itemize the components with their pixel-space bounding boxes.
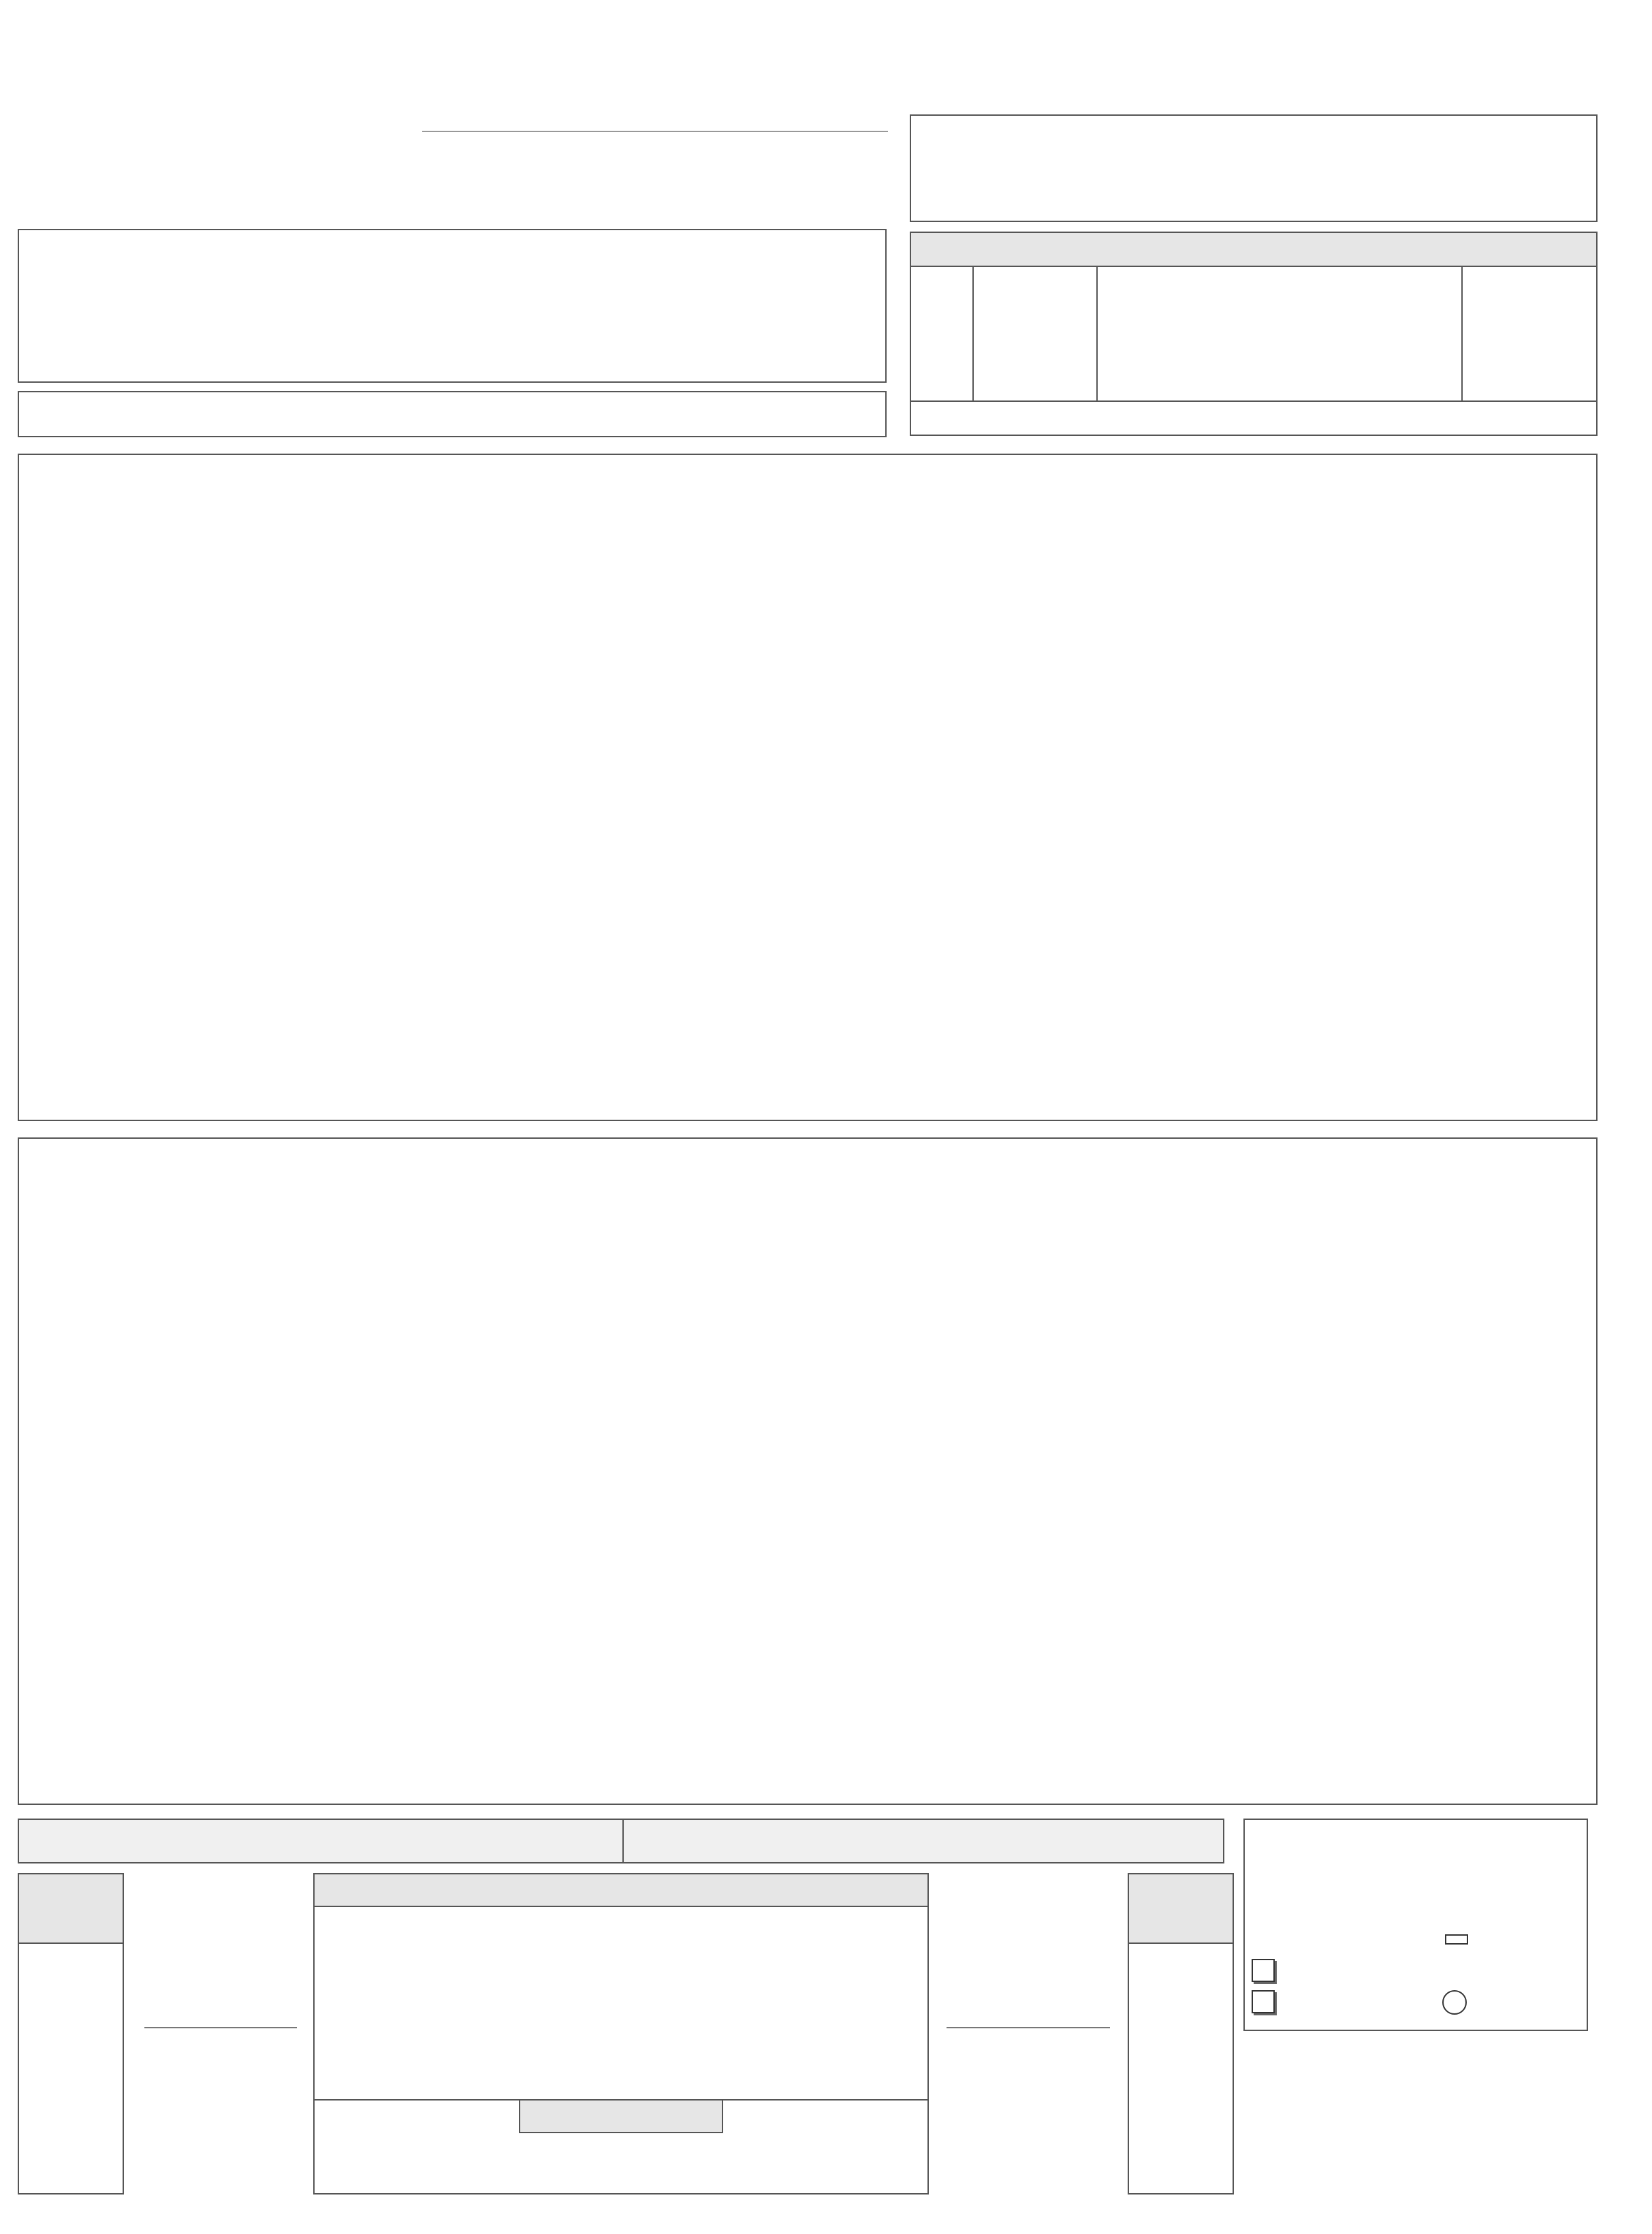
reception-a [124, 1873, 308, 2194]
starting-srv-icon [1442, 1990, 1467, 2015]
points-box-a [18, 1873, 124, 2194]
team-a-table [18, 454, 1598, 1121]
starting-lineup-icon [1252, 1959, 1275, 1982]
substitute-icon [1445, 1934, 1468, 1945]
points-box-b [1128, 1873, 1234, 2194]
referees-box [18, 391, 887, 437]
summary-header [18, 1819, 1224, 1863]
kill-reception-box [313, 1873, 929, 2194]
starting-setter-icon [1252, 1990, 1275, 2013]
sets-box [910, 232, 1598, 436]
result-box [910, 114, 1598, 222]
match-info [18, 229, 887, 383]
team-b-table [18, 1137, 1598, 1805]
legend-box [1243, 1819, 1588, 2031]
reception-b [933, 1873, 1124, 2194]
